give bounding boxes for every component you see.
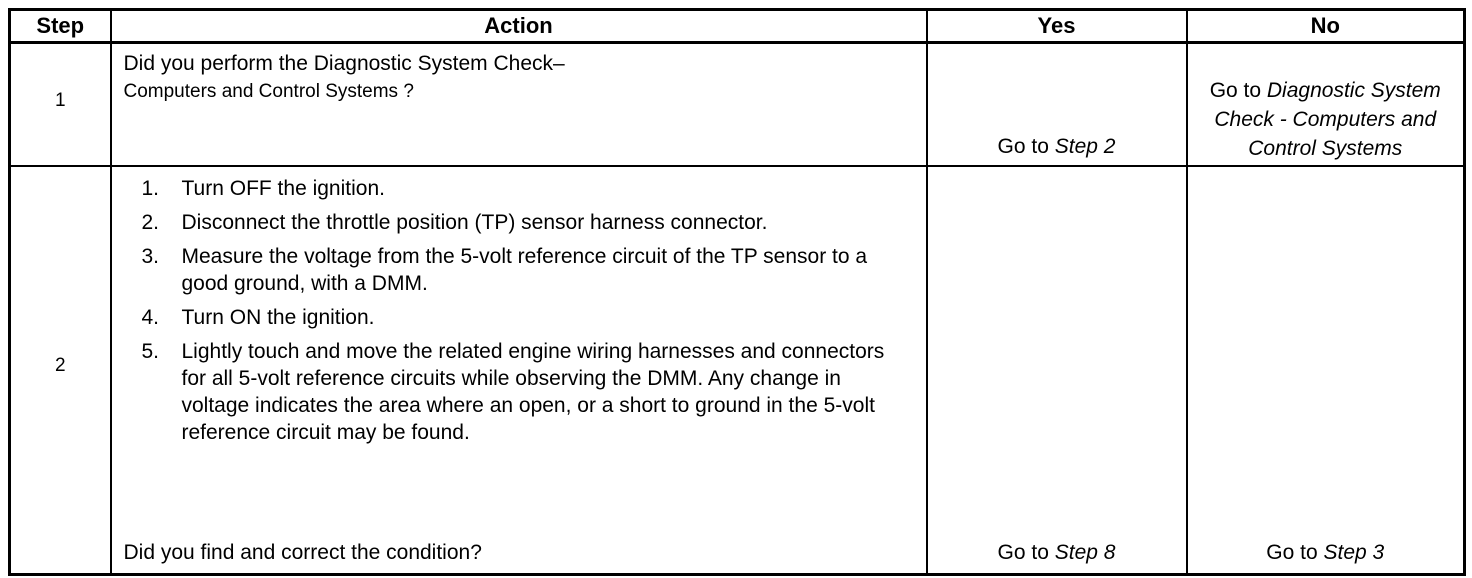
header-step: Step <box>10 10 111 43</box>
action-cell <box>111 43 927 167</box>
yes-step-link: Step 2 <box>1054 135 1116 158</box>
list-item: 4. Turn ON the ignition. <box>141 306 375 329</box>
list-item: 2. Disconnect the throttle position (TP) sensor harness connector. <box>141 211 768 234</box>
table-row <box>10 43 1465 167</box>
action-steps-list <box>112 167 926 446</box>
list-item: 3. Measure the voltage from the 5-volt reference circuit of the TP sensor to a good ground, with a DMM. <box>141 245 868 295</box>
no-cell: Go to Diagnostic System Check - Computers and Control Systems <box>1187 43 1465 167</box>
yes-cell: Go to Step 2 <box>927 43 1187 167</box>
list-item: 5. Lightly touch and move the related engine wiring harnesses and connectors for all 5-volt reference circuits while observing the DMM. Any change in voltage indicates the area where an open, or a short to ground in the 5-volt reference circuit may be found. <box>141 340 885 444</box>
diagnostic-table <box>8 8 1466 576</box>
no-step-link: Diagnostic System Check - Computers and Control Systems <box>1214 79 1441 160</box>
no-cell: Go to Step 3 <box>1187 166 1465 575</box>
step-number: 2 <box>10 166 111 575</box>
step-number: 1 <box>10 43 111 167</box>
yes-step-link: Step 8 <box>1054 541 1116 564</box>
list-item: 1. Turn OFF the ignition. <box>141 177 385 200</box>
action-question: Did you find and correct the condition? <box>123 541 482 564</box>
action-cell <box>111 166 927 575</box>
header-no: No <box>1187 10 1465 43</box>
header-yes: Yes <box>927 10 1187 43</box>
no-step-link: Step 3 <box>1323 541 1385 564</box>
table-row <box>10 166 1465 575</box>
header-row <box>10 10 1465 43</box>
action-question: Did you perform the Diagnostic System Check– Computers and Control Systems ? <box>123 52 565 102</box>
header-action: Action <box>111 10 927 43</box>
yes-cell: Go to Step 8 <box>927 166 1187 575</box>
